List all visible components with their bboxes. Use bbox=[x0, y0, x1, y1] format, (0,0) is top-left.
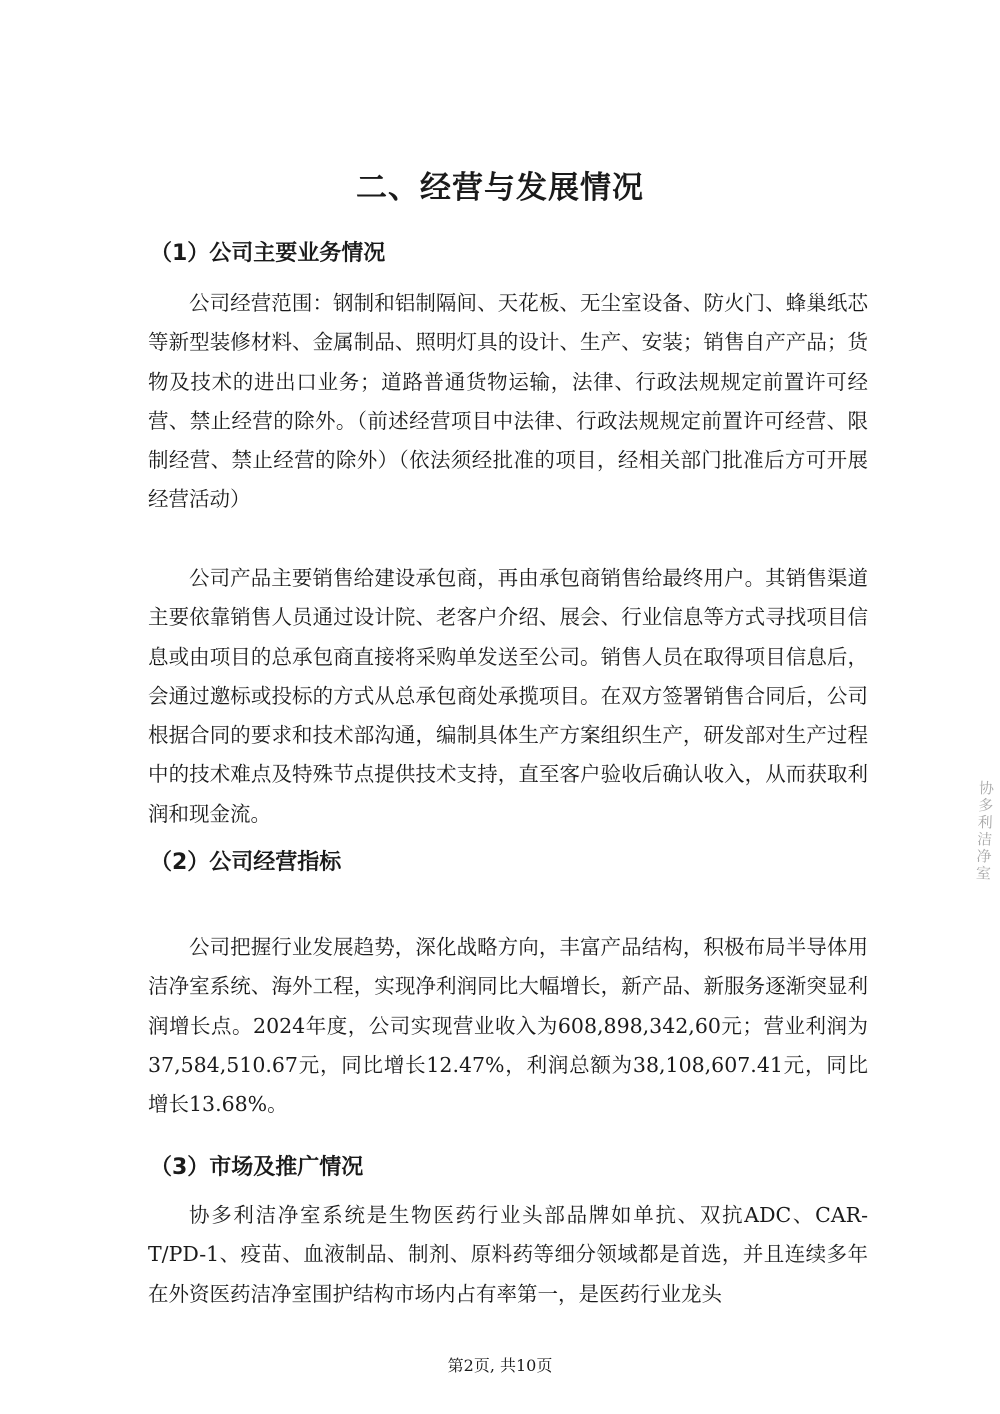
paragraph-sales-model: 公司产品主要销售给建设承包商，再由承包商销售给最终用户。其销售渠道主要依靠销售人员通过设计院、老客户介绍、展会、行业信息等方式寻找项目信息或由项目的总承包商直接将采购单发送至公司。销售人员在取得项目信息后，会通过邀标或投标的方式从总承包商处承揽项目。在双方签署销售合同后，公司根据合同的要求和技术部沟通，编制具体生产方案组织生产，研发部对生产过程中的技术难点及特殊节点提供技术支持，直至客户验收后确认收入，从而获取利润和现金流。 bbox=[148, 566, 868, 826]
section-heading-business: （1）公司主要业务情况 bbox=[150, 241, 386, 266]
side-stamp: 协多利洁净室 bbox=[973, 779, 996, 883]
section-heading-indicators: （2）公司经营指标 bbox=[150, 850, 342, 875]
page-footer: 第2页, 共10页 bbox=[447, 1356, 553, 1375]
section-heading-market: （3）市场及推广情况 bbox=[150, 1155, 364, 1180]
paragraph-market: 协多利洁净室系统是生物医药行业头部品牌如单抗、双抗ADC、CAR-T/PD-1、疫苗、血液制品、制剂、原料药等细分领域都是首选，并且连续多年在外资医药洁净室围护结构市场内占有率第一，是医药行业龙头 bbox=[148, 1203, 868, 1306]
page-title: 二、经营与发展情况 bbox=[356, 170, 644, 206]
paragraph-indicators: 公司把握行业发展趋势，深化战略方向，丰富产品结构，积极布局半导体用洁净室系统、海外工程，实现净利润同比大幅增长，新产品、新服务逐渐突显利润增长点。2024年度，公司实现营业收入为608,898,342,60元；营业利润为37,584,510.67元，同比增长12.47%，利润总额为38,108,607.41元，同比增长13.68%。 bbox=[148, 935, 868, 1117]
paragraph-business-scope: 公司经营范围：钢制和铝制隔间、天花板、无尘室设备、防火门、蜂巢纸芯等新型装修材料、金属制品、照明灯具的设计、生产、安装；销售自产产品；货物及技术的进出口业务；道路普通货物运输，法律、行政法规规定前置许可经营、禁止经营的除外。（前述经营项目中法律、行政法规规定前置许可经营、限制经营、禁止经营的除外）（依法须经批准的项目，经相关部门批准后方可开展经营活动） bbox=[148, 291, 868, 512]
